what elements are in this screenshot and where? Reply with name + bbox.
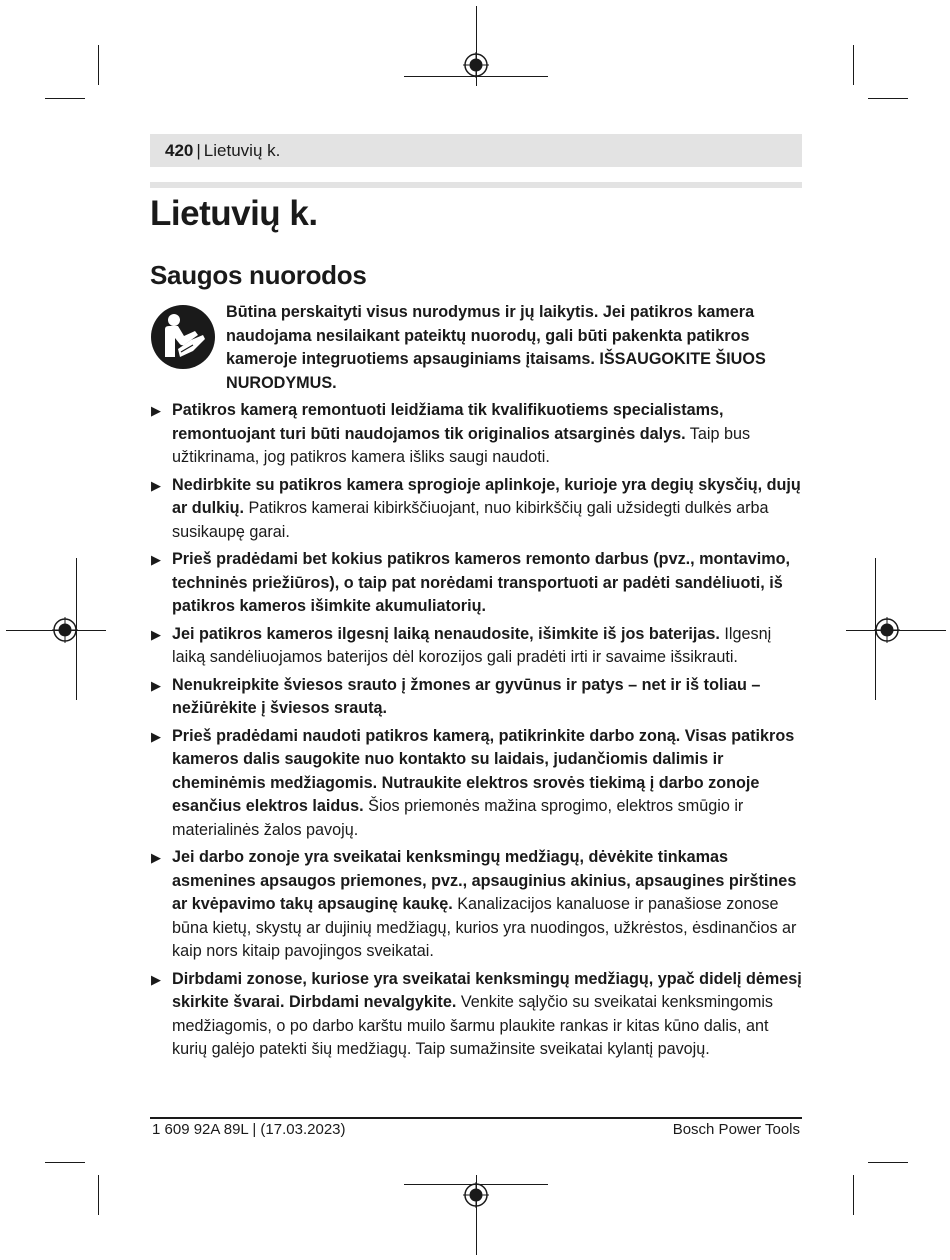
page-number: 420 bbox=[165, 140, 194, 160]
bullet-icon: ▶ bbox=[151, 626, 161, 642]
section-title: Saugos nuorodos bbox=[150, 260, 367, 290]
bullet-icon: ▶ bbox=[151, 477, 161, 493]
list-item bbox=[150, 474, 806, 545]
bullet-icon: ▶ bbox=[151, 850, 161, 865]
footer-rule bbox=[150, 1117, 802, 1119]
rule-bold: Patikros kamerą remontuoti leidžiama tik kvalifikuotiems specialistams, remontuojant turi būti naudojamos tik originalios atsarginės dalys. bbox=[172, 401, 724, 443]
registration-mark-icon bbox=[463, 1182, 489, 1208]
bullet-icon: ▶ bbox=[151, 728, 161, 744]
crop-mark bbox=[853, 45, 854, 85]
registration-mark-icon bbox=[52, 617, 78, 643]
list-item bbox=[150, 674, 806, 721]
read-manual-icon bbox=[151, 305, 215, 369]
registration-mark-icon bbox=[463, 52, 489, 78]
bullet-icon: ▶ bbox=[151, 552, 161, 567]
rule-text: Patikros kamerai kibirkščiuojant, nuo kibirkščių gali užsidegti dulkės arba susikaupę garai. bbox=[172, 499, 769, 541]
rule-bold: Nedirbkite su patikros kamera sprogioje aplinkoje, kurioje yra degių skysčių, dujų ar dulkių. bbox=[172, 475, 801, 517]
crop-mark bbox=[45, 98, 85, 99]
list-item bbox=[150, 399, 806, 470]
list-item bbox=[150, 725, 806, 843]
page-title: Lietuvių k. bbox=[150, 194, 318, 233]
crop-mark bbox=[868, 98, 908, 99]
header-rule bbox=[150, 182, 802, 188]
document-number: 1 609 92A 89L | (17.03.2023) bbox=[152, 1121, 346, 1138]
rule-bold: Prieš pradėdami naudoti patikros kamerą, patikrinkite darbo zoną. Visas patikros kameros dalis saugokite nuo kontakto su laidais, judančiomis dalimis ir cheminėmis medžiagomis. Nutraukite elektros srovės tiekimą į darbo zonoje esančius elektros laidus. bbox=[172, 726, 795, 815]
crop-mark bbox=[98, 45, 99, 85]
bullet-icon: ▶ bbox=[151, 677, 161, 693]
crop-mark bbox=[868, 1162, 908, 1163]
safety-rules-list bbox=[150, 399, 806, 1066]
rule-bold: Prieš pradėdami bet kokius patikros kameros remonto darbus (pvz., montavimo, techninės priežiūros), o taip pat norėdami transportuoti ar padėti sandėliuoti, iš patikros kameros išimkite akumuliatorių. bbox=[172, 550, 790, 615]
crop-mark bbox=[98, 1175, 99, 1215]
header-separator: | bbox=[196, 140, 201, 160]
registration-mark-icon bbox=[874, 617, 900, 643]
list-item bbox=[150, 623, 806, 670]
rule-bold: Jei darbo zonoje yra sveikatai kenksmingų medžiagų, dėvėkite tinkamas asmenines apsaugos priemones, pvz., apsauginius akinius, apsaugines pirštines ar kvėpavimo takų apsauginę kaukę. bbox=[172, 848, 797, 913]
page-header bbox=[150, 134, 802, 167]
header-language: Lietuvių k. bbox=[203, 140, 281, 160]
intro-warning: Būtina perskaityti visus nurodymus ir jų laikytis. Jei patikros kamera naudojama nesilaikant pateiktų nuorodų, gali būti pakenkta patikros kameroje integruotiems apsauginiams įtaisams. IŠSAUGOKITE ŠIUOS NURODYMUS. bbox=[226, 303, 766, 392]
publisher: Bosch Power Tools bbox=[672, 1121, 800, 1138]
rule-text: Venkite sąlyčio su sveikatai kenksmingomis medžiagomis, o po darbo karštu muilo šarmu plaukite rankas ir kitas kūno dalis, ant kurių galėjo patekti šių medžiagų. Taip sumažinsite sveikatai kylantį pavojų. bbox=[172, 993, 774, 1058]
rule-text: Kanalizacijos kanaluose ir panašiose zonose būna kietų, skystų ar dujinių medžiagų, kurios yra nuodingos, užkrėstos, ėsdinančios ar kaip nors kitaip pavojingos sveikatai. bbox=[172, 895, 797, 960]
crop-mark bbox=[853, 1175, 854, 1215]
bullet-icon: ▶ bbox=[151, 403, 161, 418]
list-item bbox=[150, 968, 806, 1062]
list-item bbox=[150, 548, 806, 619]
crop-mark bbox=[45, 1162, 85, 1163]
rule-text: Ilgesnį laiką sandėliuojamos baterijos dėl korozijos gali pradėti irti ir savaime išsikrauti. bbox=[172, 624, 772, 666]
rule-text: Taip bus užtikrinama, jog patikros kamera išliks saugi naudoti. bbox=[172, 424, 751, 466]
rule-bold: Nenukreipkite šviesos srauto į žmones ar gyvūnus ir patys – net ir iš toliau – nežiūrėkite į šviesos srautą. bbox=[172, 675, 761, 717]
rule-text: Šios priemonės mažina sprogimo, elektros smūgio ir materialinės žalos pavojų. bbox=[172, 797, 744, 839]
rule-bold: Jei patikros kameros ilgesnį laiką nenaudosite, išimkite iš jos baterijas. bbox=[172, 624, 720, 643]
rule-bold: Dirbdami zonose, kuriose yra sveikatai kenksmingų medžiagų, ypač didelį dėmesį skirkite švarai. Dirbdami nevalgykite. bbox=[172, 969, 802, 1011]
bullet-icon: ▶ bbox=[151, 971, 161, 987]
list-item bbox=[150, 846, 806, 964]
